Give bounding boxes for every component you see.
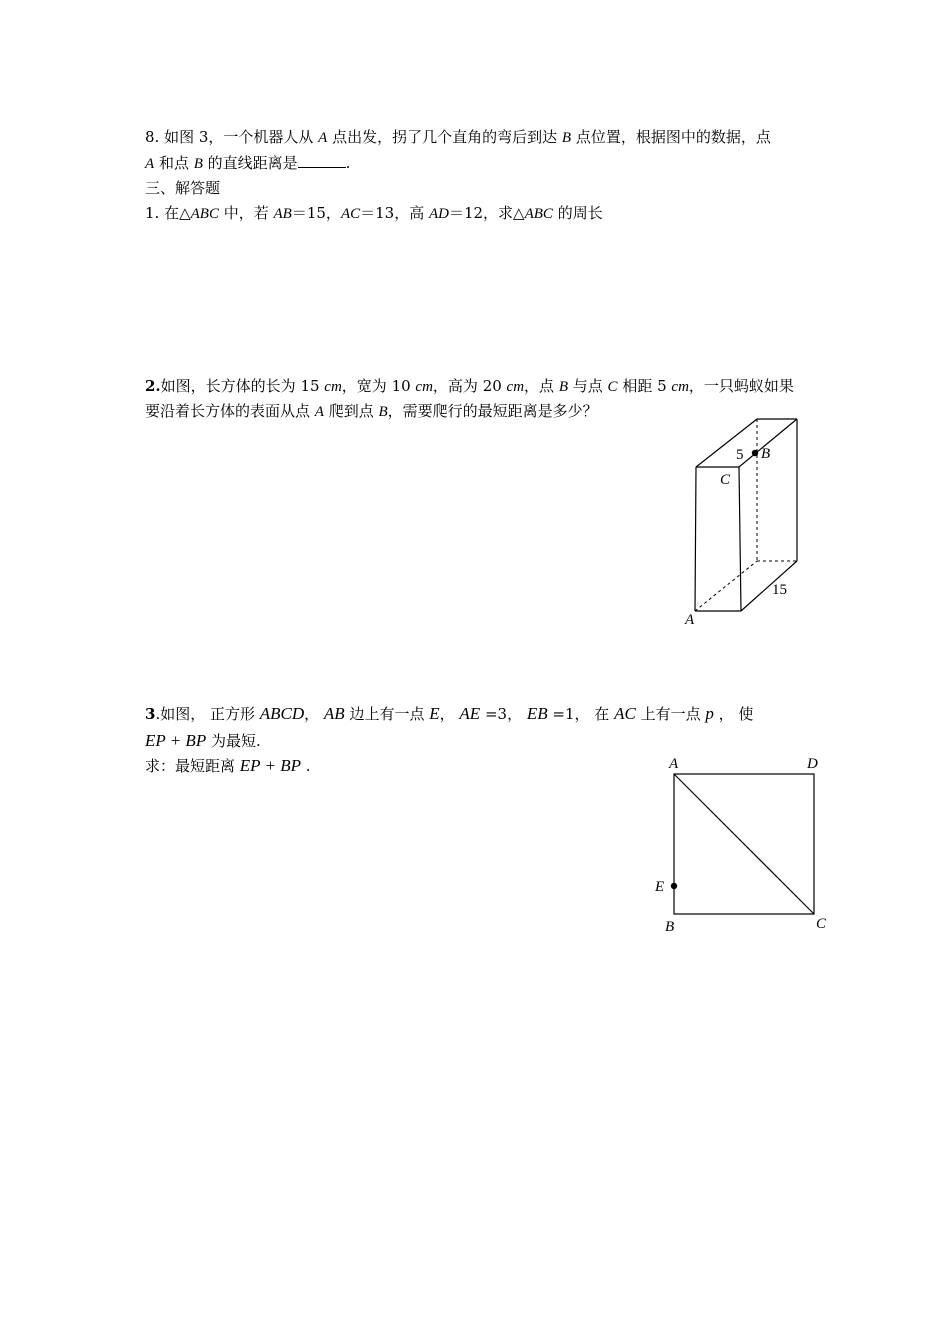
label-d: D <box>807 756 818 772</box>
q8-line-1: 8. 如图 3，一个机器人从 A 点出发，拐了几个直角的弯后到达 B 点位置，根据图中的数据，点 <box>145 128 771 146</box>
problem-2-number: 2. <box>145 377 161 395</box>
label-c: C <box>816 916 827 932</box>
problem-1: 1. 在△ABC 中，若 AB＝15，AC＝13，高 AD＝12，求△ABC 的周长 <box>145 204 603 222</box>
label-15: 15 <box>772 582 787 598</box>
label-a: A <box>685 612 695 628</box>
problem-3-line-2: EP + BP 为最短. <box>145 731 261 750</box>
label-b: B <box>665 919 675 935</box>
problem-3-line-1: 3.如图， 正方形 ABCD， AB 边上有一点 E， AE =3， EB =1， 在 AC 上有一点 p ， 使 <box>145 704 754 723</box>
cuboid-edge <box>696 419 757 467</box>
problem-2-line-1: 2.如图，长方体的长为 15 cm，宽为 10 cm，高为 20 cm，点 B 与点 C 相距 5 cm，一只蚂蚁如果 <box>145 377 794 395</box>
label-b: B <box>761 446 771 462</box>
point-e-dot <box>671 883 677 889</box>
diagonal-ac <box>674 774 814 914</box>
point-b-dot <box>752 450 758 456</box>
hidden-edge <box>695 561 757 611</box>
q8-line-2: A 和点 B 的直线距离是 . <box>145 154 351 172</box>
problem-2-line-2: 要沿着长方体的表面从点 A 爬到点 B，需要爬行的最短距离是多少？ <box>145 402 598 420</box>
problem-3-line-3: 求：最短距离 EP + BP . <box>145 756 311 775</box>
square-abcd <box>674 774 814 914</box>
cuboid-edge <box>739 467 741 611</box>
label-5: 5 <box>736 447 744 463</box>
cuboid-edge <box>695 467 696 611</box>
label-a: A <box>669 756 679 772</box>
label-e: E <box>655 879 665 895</box>
section-title: 三、解答题 <box>145 179 221 197</box>
answer-blank[interactable] <box>298 153 346 168</box>
label-c: C <box>720 472 731 488</box>
cuboid-edge <box>741 561 797 611</box>
problem-3-number: 3 <box>145 705 156 723</box>
q8-number: 8 <box>145 128 155 146</box>
cuboid-edge <box>739 419 797 467</box>
